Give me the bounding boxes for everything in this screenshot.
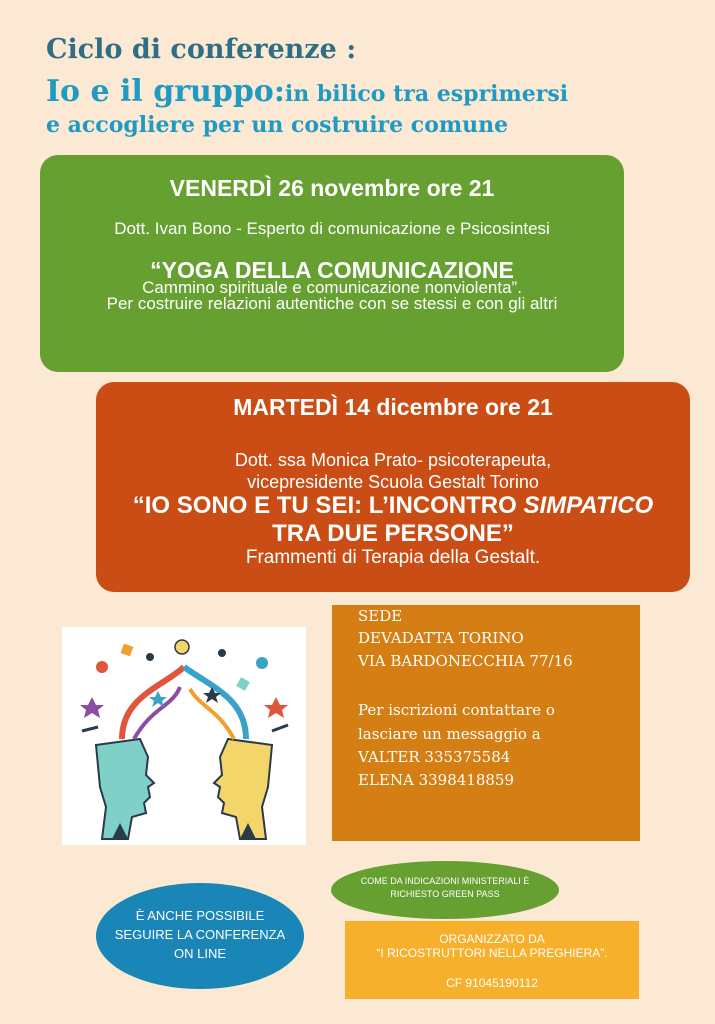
online-line3: ON LINE bbox=[173, 946, 226, 961]
event2-title-italic: SIMPATICO bbox=[523, 492, 654, 519]
event2-speaker bbox=[96, 449, 690, 493]
green-pass-badge bbox=[331, 861, 559, 919]
organizer-label: ORGANIZZATO DA bbox=[439, 932, 545, 946]
event2-title bbox=[96, 492, 690, 548]
event2-title-part2: TRA DUE PERSONE” bbox=[272, 520, 514, 547]
event1-title: “YOGA DELLA COMUNICAZIONE bbox=[150, 257, 514, 283]
header-subtitle-rest: in bilico tra esprimersi bbox=[284, 81, 569, 107]
header-subtitle-main: Io e il gruppo: bbox=[46, 74, 285, 109]
venue-contact-valter: VALTER 335375584 bbox=[358, 748, 511, 766]
venue-contact-text2: lasciare un messaggio a bbox=[358, 725, 541, 743]
online-line2: SEGUIRE LA CONFERENZA bbox=[114, 927, 286, 942]
header-subtitle-line3: e accogliere per un costruire comune bbox=[46, 112, 509, 138]
header-title: Ciclo di conferenze : bbox=[46, 34, 357, 65]
header-subtitle bbox=[46, 74, 568, 109]
online-badge bbox=[96, 883, 304, 989]
event1-subtitle2 bbox=[40, 296, 624, 312]
green-pass-line1: COME DA INDICAZIONI MINISTERIALI È bbox=[360, 876, 530, 886]
organizer-cf: CF 91045190112 bbox=[446, 976, 538, 990]
venue-address: VIA BARDONECCHIA 77/16 bbox=[358, 652, 573, 670]
venue-contact-text: Per iscrizioni contattare o bbox=[358, 701, 555, 719]
illustration bbox=[62, 627, 306, 845]
event2-subtitle: Frammenti di Terapia della Gestalt. bbox=[245, 547, 541, 568]
venue-label: SEDE bbox=[358, 607, 403, 625]
event1-speaker: Dott. Ivan Bono - Esperto di comunicazione e Psicosintesi bbox=[114, 219, 550, 238]
event1-subtitle1: Cammino spirituale e comunicazione nonviolenta”. bbox=[142, 278, 522, 297]
event1-subtitle2-text: Per costruire relazioni autentiche con se stessi e con gli altri bbox=[106, 294, 558, 313]
event2-speaker-text: Dott. ssa Monica Prato- psicoterapeuta, vicepresidente Scuola Gestalt Torino bbox=[234, 450, 552, 492]
organizer-box bbox=[345, 921, 639, 999]
venue-name: DEVADATTA TORINO bbox=[358, 629, 524, 647]
green-pass-line2: RICHIESTO GREEN PASS bbox=[390, 889, 500, 899]
organizer-name: “I RICOSTRUTTORI NELLA PREGHIERA”. bbox=[376, 946, 608, 960]
event2-title-part1: “IO SONO E TU SEI: L’INCONTRO bbox=[132, 492, 524, 519]
two-heads-illustration-icon bbox=[62, 627, 306, 845]
venue-box bbox=[332, 605, 640, 841]
event1-date: VENERDÌ 26 novembre ore 21 bbox=[169, 175, 495, 201]
venue-contact-elena: ELENA 3398418859 bbox=[358, 771, 515, 789]
online-line1: È ANCHE POSSIBILE bbox=[135, 908, 265, 923]
event2-date: MARTEDÌ 14 dicembre ore 21 bbox=[233, 394, 553, 420]
